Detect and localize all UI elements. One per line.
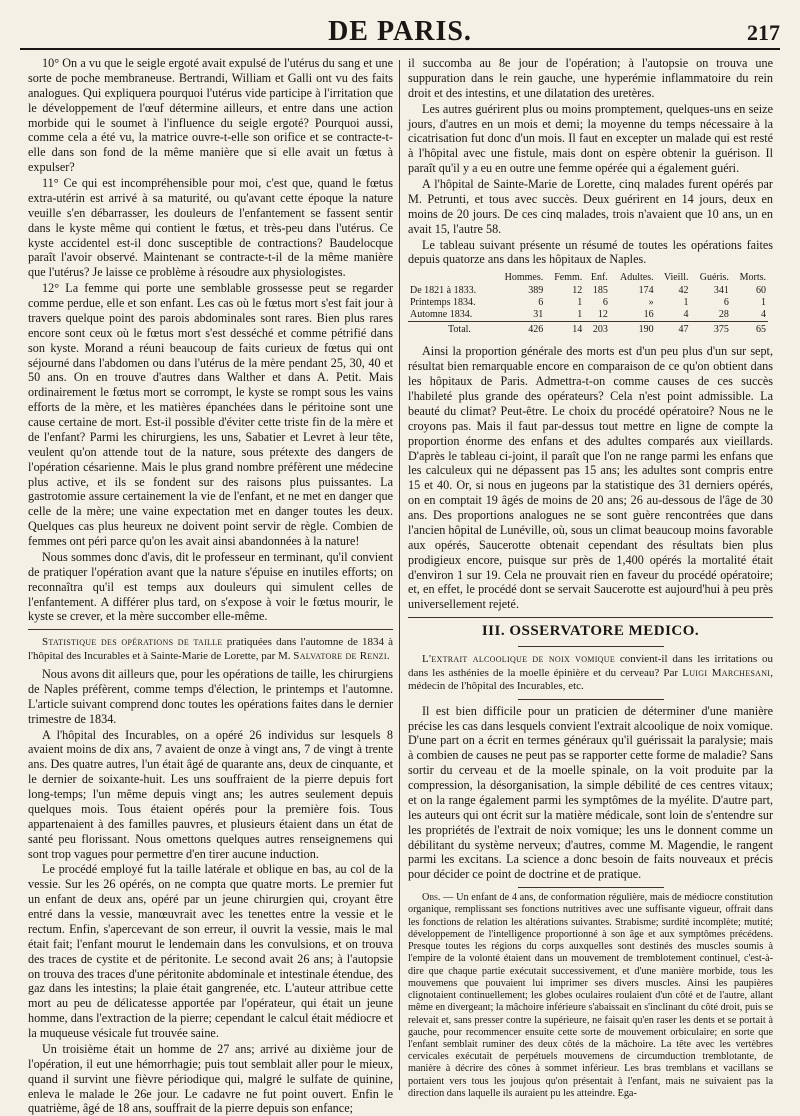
table-cell: 375	[691, 322, 731, 337]
column-header: Adultes.	[620, 272, 654, 284]
observation-note	[408, 892, 773, 1100]
table-cell: 6	[602, 297, 608, 309]
paragraph: Le procédé employé fut la taille latérale et oblique en bas, au col de la vessie. Sur les 26 opérés, on ne compta que quatre morts. Le premier fut un enfant de deux ans, opéré par un jeune chirurgien qui, croyant être entré dans la vessie, manœuvrait avec les tenettes entre la vessie et le rectum. Enfin, s'apercevant de son erreur, il ouvrit la vessie, mais le mal était fait; l'enfant mourut le lendemain dans les convulsions, et on trouva des traces de cystite et de péritonite. Le second avait 26 ans; à l'autopsie on trouva des traces d'une péritonite abdominale et intestinale étendue, des gaz dans les intestins; la plaie était gangrenée, etc. L'auteur attribue cette mort au peu de délicatesse apportée par l'opérateur, qui était un jeune homme, dans l'extraction de la pierre; cependant le calcul était médiocre et la muqueuse vésicale fut trouvée saine.	[28, 862, 393, 1041]
column-header: Femm.	[554, 272, 583, 284]
table-cell: 174	[638, 285, 654, 297]
running-title: DE PARIS.	[328, 16, 472, 47]
table-cell: 426	[493, 322, 545, 337]
paragraph: Un troisième était un homme de 27 ans; arrivé au dixième jour de l'opération, il eut une hémorrhagie; puis tout semblait aller pour le mieux, quand il survint une fièvre périodique qui, malgré le sulfate de quinine, enleva le malade le 26e jour. Le cadavre ne fut point ouvert. Enfin le quatrième, âgé de 18 ans, souffrait de la pierre depuis son enfance;	[28, 1041, 393, 1116]
section-divider	[518, 646, 664, 647]
section-divider	[28, 629, 393, 630]
section-heading-caps: Statistique des opérations de taille	[42, 636, 223, 649]
paragraph: Les autres guérirent plus ou moins promptement, quelques-uns en seize jours, d'autres en un mois et demi; la moyenne du temps nécessaire à la cicatrisation fut donc d'un mois. Il faut en excepter un malade qui est resté à l'hôpital avec une fistule, mais dont on espère obtenir la guérison. Il paraît qu'il y a eu en outre une femme opérée qui a également guéri.	[408, 101, 773, 176]
note-text: — Un enfant de 4 ans, de conformation régulière, mais de médiocre constitution organique, remplissant ses fonctions nutritives avec une suffisante vigueur, offrait dans les fonctions de relation les altérations suivantes. Strabisme; surdité incomplète; mutité; développement de l'intelligence proportionné à son âge et aux symptômes précédens. Presque toutes les régions du corps auxquelles sont destinés des muscles soumis à l'empire de la volonté étaient dans un mouvement de tremblotement continuel, c'est-à-dire que chaque partie exécutait successivement, et d'une manière morbide, tous les mouvemens que pouvaient lui imprimer ses divers muscles. Ainsi les paupières clignotaient continuellement; les globes oculaires roulaient d'un côté et de l'autre, allant même en divergeant; la mâchoire inférieure s'abaissait en s'inclinant du côté droit, puis se relevait et, sans presser contre la supérieure, ne faisait qu'en raser les dents et se portait à gauche, pour recommencer ensuite cette sorte de mouvement orbiculaire; en sorte que l'enfant semblait ruminer des deux côtés de la mâchoire. La tête avec les vertèbres cervicales exécutait de perpétuels mouvemens de circumduction tremblotante, de manière à décrire des cônes à sommet inférieur. Les bras tremblans et vacillans se portaient vers tous les joujous qu'on présentait à l'enfant, mais ne suivaient pas la direction dans laquelle ils auraient pu les atteindre. Ega-	[408, 892, 773, 1099]
table-cell: 1	[577, 297, 583, 309]
table-cell: 4	[683, 309, 689, 321]
table-cell: 28	[718, 309, 729, 321]
article-heading-caps: L'extrait alcoolique de noix vomique	[422, 653, 616, 666]
table-cell: 31	[533, 309, 544, 321]
section-heading	[28, 636, 393, 663]
paragraph: 12° La femme qui porte une semblable grossesse peut se regarder comme perdue, elle et son enfant. Les cas où le fœtus mort s'est fait jour à travers quelque point des parois abdominales sont rares. Bien plus rares encore sont ceux où le fœtus mort s'est desséché et comme pétrifié dans son kyste. Morand a réuni beaucoup de faits curieux de fœtus qui ont séjourné dans l'abdomen ou dans l'utérus de la mère pendant 25, 30, 40 et 50 ans. On en trouve d'autres dans Walther et dans A. Petit. Mais ordinairement le fœtus mort se corrompt, le kyste se rompt sous les vains efforts de la mère, et les matières épanchées dans le péritoine sont une cause certaine de mort. Est-il possible d'éviter cette triste fin de la mère et de l'enfant? Parmi les chirurgiens, les uns, Sabatier et Levret à leur tête, veulent qu'on attende tout de la nature, sous prétexte des dangers de l'opération césarienne. Mais le plus grand nombre préfèrent une médecine plus active, et ils se fondent sur des raisons plus puissantes. La gastrotomie assure certainement la vie de l'enfant, et ne met en danger que celle de la mère; une vaine expectation met en danger toutes les deux. Quelques cas plus heureux ne doivent point servir de règle. Combien de femmes ont péri parce qu'on les avait ainsi abandonnées à la nature!	[28, 281, 393, 548]
table-total-row	[408, 322, 768, 337]
section-title: III. OSSERVATORE MEDICO.	[481, 623, 700, 640]
paragraph: 11° Ce qui est incompréhensible pour moi, c'est que, quand le fœtus extra-utérin est arrivé à sa maturité, ou qu'avant cette époque la nature veuille s'en débarrasser, les douleurs de l'enfantement se fassent sentir dans le kyste même qui contient le fœtus, et très-peu dans l'utérus. Ce kyste accidentel est-il donc susceptible de contractions? Baudelocque paraît l'avoir observé. Maintenant se contracte-t-il de la même manière que l'utérus? Je laisse ce problème à résoudre aux physiologistes.	[28, 176, 393, 280]
table-cell: 60	[756, 285, 766, 297]
section-heading-author: Salvatore de Renzi	[293, 649, 387, 662]
table-cell: »	[648, 297, 654, 309]
table-cell: 6	[723, 297, 729, 309]
paragraph: Ainsi la proportion générale des morts est d'un peu plus d'un sur sept, résultat bien remarquable encore en comparaison de ce qu'on obtient dans les hôpitaux de Paris. Admettra-t-on comme causes de ces succès l'habileté plus grande des opérateurs? Cela n'est point admissible. La beauté du climat? Peut-être. Le choix du procédé opératoire? Nous ne le croyons pas. Mais il faut par-dessus tout mettre en ligne de compte la proportion énorme des enfans et des adultes comparés aux vieillards. D'après le tableau ci-joint, il paraît que l'on ne range parmi les enfans que les calculeux qui ne dépassent pas 15 ans; les adultes sont compris entre 15 et 40. Or, si nous en jugeons par la statistique des 31 derniers opérés, on en comptait 19 âgés de moins de 20 ans; 26 au-dessous de l'âge de 30 ans. Des proportions analogues ne se sont guère rencontrées que dans l'ancien hôpital de Lunéville, où, sous un climat beaucoup moins favorable aux opérés, Saucerotte obtenait cependant des résultats bien plus prodigieux encore, puisque sur près de 1,400 opérés la mortalité était d'environ 1 sur 19. Cela ne prouvait rien en faveur du procédé opératoire; et, en effet, le procédé dont se servait Saucerotte est aujourd'hui à peu près universellement rejeté.	[408, 344, 774, 612]
table-cell: 1	[577, 309, 583, 321]
column-header: Guéris.	[699, 272, 729, 284]
table-cell: 4	[761, 309, 766, 321]
table-cell: 389	[528, 285, 544, 297]
table-cell: 14	[545, 322, 584, 337]
statistics-table	[408, 271, 768, 336]
article-heading-end: , médecin de l'hôpital des Incurables, etc.	[408, 666, 774, 693]
table-cell: 12	[572, 285, 583, 297]
table-cell: 42	[678, 285, 689, 297]
table-cell: 190	[610, 322, 656, 337]
section-divider	[518, 887, 664, 888]
paragraph: A l'hôpital des Incurables, on a opéré 26 individus sur lesquels 8 avaient moins de dix ans, 7 avaient de onze à vingt ans, 7 de vingt à trente ans. Des quatre autres, l'un était âgé de quarante ans, deux de cinquante, et le dernier de soixante-huit. Les uns souffraient de la pierre depuis fort long-temps; l'un même depuis vingt ans; les autres seulement depuis quelques mois. Tous étaient opérés pour la première fois. Tous appartenaient à des familles pauvres, et plusieurs étaient dans un état de santé peu florissant. Nous omettons quelques autres renseignemens qui sont trop vagues pour permettre d'en tirer aucune induction.	[28, 727, 393, 861]
paragraph: A l'hôpital de Sainte-Marie de Lorette, cinq malades furent opérés par M. Petrunti, et tous avec succès. Deux guérirent en 14 jours, deux en moins de 20 jours. De ces cinq malades, trois n'avaient que 10 ans, un en avait 15, l'autre 58.	[408, 177, 773, 236]
section-divider	[518, 699, 664, 700]
table-cell: 1	[683, 297, 689, 309]
table-header-row	[408, 271, 768, 285]
article-heading	[408, 653, 773, 693]
column-header: Hommes.	[504, 272, 544, 284]
table-cell: 185	[592, 285, 608, 297]
paragraph: 10° On a vu que le seigle ergoté avait expulsé de l'utérus du sang et une sorte de poche membraneuse. Bertrandi, William et Galli ont vu des faits analogues. Qui expliquera pourquoi l'utérus vide participe à l'irritation que le développement de l'œuf détermine ailleurs, et entre dans une action morbide qui le soumet à l'influence du seigle ergoté? Pourquoi aussi, comme cela a été vu, la matrice ouvre-t-elle son orifice et se contracte-t-elle dans son fond de la même manière que si elle avait un fœtus à expulser?	[28, 56, 393, 175]
table-row	[408, 285, 768, 297]
table-cell: 341	[713, 285, 729, 297]
paragraph: Le tableau suivant présente un résumé de toutes les opérations faites depuis quatorze ans dans les hôpitaux de Naples.	[408, 237, 773, 267]
article-heading-rest: convient-il dans les irritations ou dans les asthénies de la moelle épinière et du cerveau? Par	[408, 653, 773, 679]
paragraph: il succomba au 8e jour de l'opération; à l'autopsie on trouva une suppuration dans le rein gauche, une hyperémie inflammatoire du rein droit et des intestins, et une dilatation des uretères.	[408, 56, 773, 100]
table-cell: 47	[656, 322, 691, 337]
column-header: Morts.	[739, 272, 766, 284]
column-header: Enf.	[590, 272, 608, 284]
paragraph: Nous sommes donc d'avis, dit le professeur en terminant, qu'il convient de pratiquer l'opération avant que la nature s'épuise en inutiles efforts; on reconnaîtra qu'il est temps aux douleurs qui simulent celles de l'enfantement. A différer plus tard, on s'expose à voir le fœtus mourir, le kyste se crever, et la mère succomber elle-même.	[28, 549, 393, 624]
column-rule	[399, 60, 400, 1090]
section-divider	[408, 617, 773, 618]
table-row	[408, 297, 768, 309]
paragraph: Il est bien difficile pour un praticien de déterminer d'une manière précise les cas dans lesquels convient l'extrait alcoolique de noix vomique. D'une part on a écrit en termes généraux qu'il guérissait la paralysie; mais à combien de causes ne peut pas se rapporter cette forme de maladie? Sans sortir du cerveau et de la moelle spinale, on la voit produite par la compression, la désorganisation, la simple débilité de ces centres vitaux; et on la range également parmi les symptômes de la myélite. D'autre part, les auteurs qui ont écrit sur la matière médicale, sont loin de s'entendre sur les propriétés de l'extrait de noix vomique; les uns le donnent comme un débilitant du système nerveux; d'autres, comme M. Magendie, le rangent parmi les excitans. La science a donc besoin de faits nouveaux et précis pour décider ce point de doctrine et de pratique.	[408, 703, 773, 882]
section-heading-rest: pratiquées dans l'automne de 1834 à l'hôpital des Incurables et à Sainte-Marie de Lorette, par M.	[28, 636, 393, 662]
table-cell: 65	[731, 322, 768, 337]
article-heading-author: Luigi Marchesani	[682, 666, 771, 679]
left-column	[28, 56, 393, 1116]
page-header	[20, 14, 780, 50]
table-cell: 16	[643, 309, 654, 321]
table-cell: 1	[761, 297, 766, 309]
table-cell: Automne 1834.	[410, 309, 473, 321]
table-row	[408, 309, 768, 322]
column-header: Vieill.	[663, 272, 689, 284]
table-cell: Total.	[408, 322, 493, 337]
column-header	[408, 271, 493, 285]
table-cell: 6	[538, 297, 544, 309]
table-cell: De 1821 à 1833.	[410, 285, 477, 297]
page-number: 217	[747, 20, 780, 45]
paragraph: Nous avons dit ailleurs que, pour les opérations de taille, les chirurgiens de Naples préfèrent, comme temps d'élection, le printemps et l'automne. L'article suivant comprend donc toutes les opérations faites dans le dernier trimestre de 1834.	[28, 667, 393, 726]
note-lead: Obs.	[422, 892, 441, 904]
section-heading-end: .	[386, 649, 390, 662]
table-cell: Printemps 1834.	[410, 297, 476, 309]
table-cell: 203	[584, 322, 610, 337]
table-cell: 12	[597, 309, 608, 321]
right-column	[408, 56, 774, 1099]
